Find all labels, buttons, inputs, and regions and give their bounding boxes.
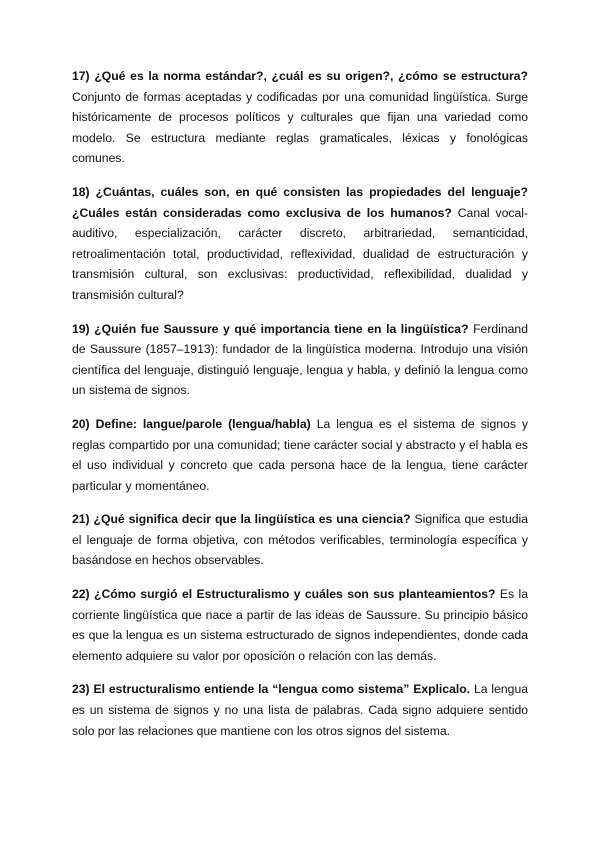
qa-item-21 <box>72 509 528 571</box>
question-17: 17) ¿Qué es la norma estándar?, ¿cuál es su origen?, ¿cómo se estructura? <box>72 69 528 83</box>
question-22: 22) ¿Cómo surgió el Estructuralismo y cuáles son sus planteamientos? <box>72 587 500 602</box>
question-21: 21) ¿Qué significa decir que la lingüística es una ciencia? <box>72 512 415 527</box>
qa-item-18 <box>72 182 528 306</box>
qa-item-23 <box>72 679 528 741</box>
question-18: 18) ¿Cuántas, cuáles son, en qué consisten las propiedades del lenguaje? ¿Cuáles están consideradas como exclusiva de los humanos? <box>72 184 528 220</box>
answer-23: La lengua es un sistema de signos y no una lista de palabras. Cada signo adquiere sentido solo por las relaciones que mantiene con los otros signos del sistema. <box>72 682 528 738</box>
question-23: 23) El estructuralismo entiende la “lengua como sistema” Explicalo. <box>72 682 474 697</box>
answer-17: Conjunto de formas aceptadas y codificadas por una comunidad lingüística. Surge históricamente de procesos políticos y culturales que fijan una variedad como modelo. Se estructura mediante reglas gramaticales, léxicas y fonológicas comunes. <box>72 89 528 166</box>
answer-22: Es la corriente lingüística que nace a partir de las ideas de Saussure. Su principio básico es que la lengua es un sistema estructurado de signos independientes, donde cada elemento adquiere su valor por oposición o relación con las demás. <box>72 587 528 663</box>
qa-item-17 <box>72 66 528 169</box>
question-20: 20) Define: langue/parole (lengua/habla) <box>72 416 317 431</box>
question-19: 19) ¿Quién fue Saussure y qué importancia tiene en la lingüística? <box>72 321 474 336</box>
answer-21: Significa que estudia el lenguaje de forma objetiva, con métodos verificables, terminología específica y basándose en hechos observables. <box>72 512 528 568</box>
qa-item-22 <box>72 584 528 666</box>
answer-19: Ferdinand de Saussure (1857–1913): fundador de la lingüística moderna. Introdujo una visión científica del lenguaje, distinguió lenguaje, lengua y habla, y definió la lengua como un sistema de signos. <box>72 321 528 398</box>
answer-18: Canal vocal-auditivo, especialización, carácter discreto, arbitrariedad, semanticidad, retroalimentación total, productividad, reflexividad, dualidad de estructuración y transmisión cultural, son exclusivas: productividad, reflexibilidad, dualidad y transmisión cultural? <box>72 205 528 302</box>
answer-20: La lengua es el sistema de signos y reglas compartido por una comunidad; tiene carácter social y abstracto y el habla es el uso individual y concreto que cada persona hace de la lengua, tiene carácter particular y momentáneo. <box>72 416 528 493</box>
qa-item-20 <box>72 414 528 496</box>
qa-item-19 <box>72 319 528 401</box>
document-page <box>72 66 528 754</box>
